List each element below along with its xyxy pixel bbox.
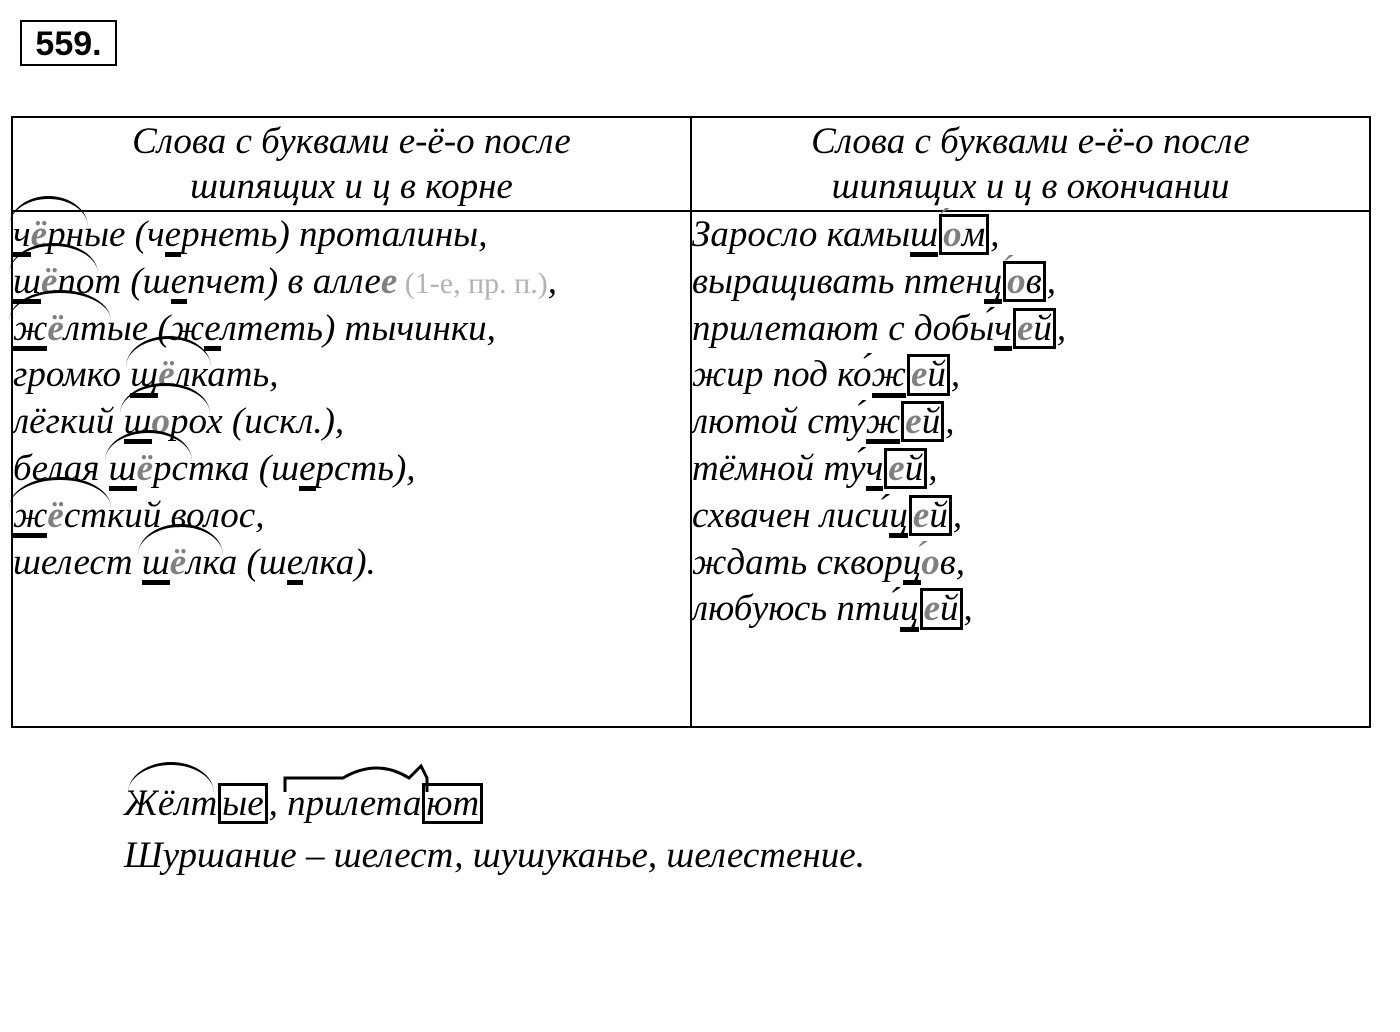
text-fragment: тёмной ту́ [692,447,866,489]
left-line-2 [13,259,690,306]
hissing-letter: ж [865,401,901,443]
right-line-7 [692,493,1369,540]
text-fragment: рсть), [315,447,416,489]
hissing-letter: е [204,307,221,349]
table-header-row [12,117,1370,211]
text-fragment: , [990,214,1000,255]
hissing-letter: е [170,260,188,302]
text-fragment: , [1046,260,1056,302]
right-line-6 [692,446,1369,493]
hissing-letter: ш [141,541,170,583]
text-fragment: лёгкий [13,401,124,443]
case-note: (1-е, пр. п.) [397,266,548,300]
text-fragment: рные (ч [47,214,165,255]
hissing-letter: е [164,214,182,255]
text-fragment: пот (ш [57,260,171,302]
text-fragment: рнеть) проталины, [181,214,488,255]
right-line-3 [692,306,1369,353]
text-fragment: белая [13,447,109,489]
hissing-letter: ч [13,214,31,255]
header-root-line1: Слова с буквами е-ё-о после [132,121,571,162]
hissing-letter: ц [900,588,919,630]
hissing-letter: ч [994,307,1012,349]
text-fragment: лка (ш [186,541,287,583]
hissing-letter: щ [130,354,159,396]
ending-box [939,214,989,255]
checked-vowel: ́ о [1007,261,1026,302]
words-table [11,116,1371,728]
header-root-column [12,117,691,211]
text-fragment: й [940,588,959,630]
hissing-letter: ш [123,401,152,443]
left-line-5 [13,399,690,446]
checked-vowel: ́ о [921,542,940,583]
right-line-2 [692,259,1369,306]
ending-box [907,354,950,395]
left-line-6 [13,446,690,493]
hissing-letter: ц [889,494,908,536]
text-fragment: й [921,401,941,443]
word-priletayut [287,778,484,830]
checked-vowel: е [380,260,398,302]
checked-vowel: ё [169,541,187,583]
left-line-3 [13,306,690,353]
checked-vowel: ё [47,494,64,536]
text-fragment: пчет) в алле [187,260,381,302]
hissing-letter: е [286,541,304,583]
ending-words-list [691,211,1370,727]
word-zheltye-root: Жёлт [124,783,218,824]
text-fragment: Заросло камы [692,214,911,255]
text-fragment: й [927,354,946,396]
ending-box [920,588,963,629]
hissing-letter: ш [108,447,137,489]
task-number: 559. [20,20,117,66]
text-fragment: рох (искл.), [170,401,345,443]
text-fragment: любуюсь пти́ [692,588,901,630]
checked-vowel: е [1016,307,1034,349]
checked-vowel: ё [158,354,175,396]
right-line-5 [692,399,1369,446]
right-line-8 [692,540,1369,587]
checked-vowel: ё [136,447,154,489]
left-line-7 [13,493,690,540]
example-separator: , [268,783,288,824]
text-fragment: лка). [303,541,376,583]
word-priletayut-ending: ют [422,783,483,824]
text-fragment: прилетают с добы́ [692,307,995,349]
right-line-1 [692,212,1369,259]
checked-vowel: ё [47,307,64,349]
text-fragment: , [928,447,938,489]
ending-box [884,448,927,489]
right-line-4 [692,352,1369,399]
header-ending-line1: Слова с буквами е-ё-о после [811,121,1250,162]
morpheme-example-line [124,778,865,830]
left-line-8 [13,540,690,587]
hissing-letter: ж [871,354,906,396]
word-zheltye-ending: ые [218,783,267,824]
hissing-letter: ш [910,214,939,255]
text-fragment: , [1056,307,1067,349]
text-fragment: , [547,260,557,302]
ending-box [909,495,952,536]
word-zheltye [124,778,269,830]
text-fragment: сткий волос, [63,494,265,536]
checked-vowel: е [910,354,928,396]
header-ending-column [691,117,1370,211]
hissing-letter: ц [983,260,1003,302]
header-ending-line2: шипящих и ц в окончании [831,166,1230,207]
text-fragment: , [950,354,961,396]
checked-vowel: ё [40,260,58,302]
text-fragment: , [963,588,973,630]
checked-vowel: е [923,588,941,630]
hissing-letter: е [299,447,316,489]
text-fragment: й [904,447,924,489]
text-fragment: рстка (ш [153,447,300,489]
text-fragment: жир под ко́ [692,354,872,396]
left-line-1 [13,212,690,259]
text-fragment: лкать, [174,354,279,396]
root-words-list [12,211,691,727]
text-fragment: й [929,494,948,536]
header-root-line2: шипящих и ц в корне [190,166,513,207]
checked-vowel: е [905,401,922,443]
word-priletayut-stem: прилета [287,783,422,824]
text-fragment: выращивать птен [692,260,984,302]
text-fragment: шелест [13,541,142,583]
text-fragment: ждать сквор [692,541,903,583]
text-fragment: лтые (ж [63,307,205,349]
hissing-letter: ш [13,260,41,302]
text-fragment: лютой сту́ [692,401,866,443]
synonyms-line: Шуршание – шелест, шушуканье, шелестение. [124,835,865,876]
checked-vowel: е [912,494,930,536]
checked-vowel: о [151,401,170,443]
checked-vowel: ё [30,214,48,255]
ending-box [1013,308,1056,349]
text-fragment: схвачен лиси́ [692,494,890,536]
ending-box [901,401,944,442]
ending-box [1003,261,1046,302]
hissing-letter: ж [13,307,48,349]
right-line-9 [692,586,1369,633]
text-fragment: й [1033,307,1052,349]
text-fragment: в, [939,541,966,583]
checked-vowel: е [888,447,905,489]
text-fragment: лтеть) тычинки, [220,307,496,349]
left-line-4 [13,352,690,399]
checked-vowel: ́ о [943,214,962,255]
hissing-letter: ч [865,447,884,489]
text-fragment: громко [13,354,131,396]
text-fragment: м [961,214,986,255]
text-fragment: в [1025,260,1042,302]
hissing-letter: ц [902,541,922,583]
table-body-row [12,211,1370,727]
hissing-letter: ж [13,494,48,536]
extra-examples [124,778,865,882]
text-fragment: , [945,401,955,443]
text-fragment: , [952,494,963,536]
